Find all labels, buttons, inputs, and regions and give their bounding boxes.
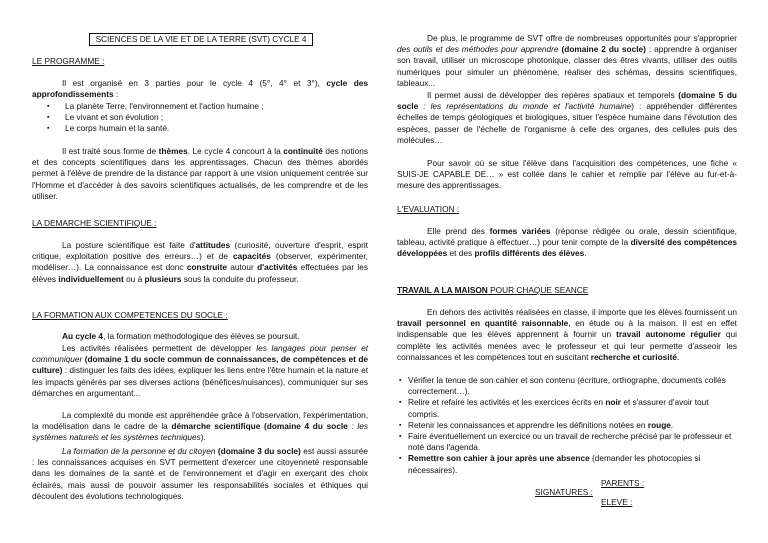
competences-paragraph-3: La complexité du monde est appréhendée grâce à l'observation, l'expérimentation, la modélisation dans le cadre de la démarche scientifique (domaine 4 du socle : les systèmes naturels et les systèmes techniques). bbox=[32, 410, 368, 443]
suis-je-capable-paragraph: Pour savoir où se situe l'élève dans l'acquisition des compétences, une fiche « SUIS-JE CAPABLE DE… » est collée dans le cahier et remplie par l'élève au fur-et-à-mesure des apprentissages. bbox=[397, 158, 737, 191]
list-item: ▪ Le vivant et son évolution ; bbox=[32, 112, 368, 123]
list-item: ▪ Vérifier la tenue de son cahier et son contenu (écriture, orthographe, documents collés correctement…). bbox=[397, 375, 737, 397]
evaluation-heading: L'EVALUATION : bbox=[397, 204, 460, 214]
travail-heading: TRAVAIL A LA MAISON POUR CHAQUE SEANCE bbox=[397, 285, 589, 295]
signatures-label: SIGNATURES : bbox=[535, 487, 593, 497]
document-title: SCIENCES DE LA VIE ET DE LA TERRE (SVT) CYCLE 4 bbox=[89, 33, 313, 46]
programme-heading: LE PROGRAMME : bbox=[32, 56, 105, 66]
parents-signature-label: PARENTS : bbox=[601, 478, 645, 488]
list-item: ▪ Retenir les connaissances et apprendre les définitions notées en rouge. bbox=[397, 420, 737, 431]
demarche-paragraph: La posture scientifique est faite d'attitudes (curiosité, ouverture d'esprit, esprit critique, exploitation positive des erreurs…) et de capacités (observer, expérimenter, modéliser…). La connaissance est donc construite autour d'activités effectuées par les élèves individuellement ou à plusieurs sous la conduite du professeur. bbox=[32, 240, 368, 284]
list-item: ▪ Faire éventuellement un exercice ou un travail de recherche précisé par le professeur et noté dans l'agenda. bbox=[397, 431, 737, 453]
evaluation-paragraph: Elle prend des formes variées (réponse rédigée ou orale, dessin scientifique, tableau, activité pratique à effectuer…) pour tenir compte de la diversité des compétences développées et des profils différents des élèves. bbox=[397, 226, 737, 259]
eleve-signature-label: ELEVE : bbox=[601, 497, 633, 507]
competences-paragraph-2: Les activités réalisées permettent de développer les langages pour penser et communiquer (domaine 1 du socle commun de connaissances, de compétences et de culture) : distinguer les faits des idées, expliquer les liens entre l'être humain et la nature et les impacts générés par ses diverses actions (bénéfices/nuisances), communiquer sur ses démarches en argumentant... bbox=[32, 343, 369, 398]
programme-parts-list bbox=[32, 101, 368, 135]
demarche-heading: LA DEMARCHE SCIENTIFIQUE : bbox=[32, 218, 157, 228]
competences-paragraph-4: La formation de la personne et du citoyen (domaine 3 du socle) est aussi assurée : les connaissances acquises en SVT permettent d'exercer une citoyenneté responsable dans les domaines de la santé et de l'environnement et d'agir en exerçant des choix éclairés, mais aussi de pouvoir assumer les responsabilités sociales et éthiques qui découlent des évolutions technologiques. bbox=[32, 446, 368, 501]
list-item: ▪ Remettre son cahier à jour après une absence (demander les photocopies si nécessaires). bbox=[397, 453, 737, 475]
programme-themes-paragraph: Il est traité sous forme de thèmes. Le cycle 4 concourt à la continuité des notions et des concepts scientifiques dans les apprentissages. Chacun des thèmes abordés permet à l'élève de prendre de la distance par rapport à une vision uniquement centrée sur l'Homme et d'accéder à des savoirs scientifiques actualisés, de les comprendre et de les utiliser. bbox=[32, 146, 368, 201]
outils-paragraph: De plus, le programme de SVT offre de nombreuses opportunités pour s'approprier des outils et des méthodes pour apprendre (domaine 2 du socle) : apprendre à organiser son travail, utiliser un microscope photonique, classer des êtres vivants, utiliser des outils numériques pour simuler un phénomène, réaliser des schémas, dessins scientifiques, tableaux... bbox=[397, 33, 737, 88]
travail-tasks-list bbox=[397, 375, 737, 476]
list-item: ▪ Relire et refaire les activités et les exercices écrits en noir et s'assurer d'avoir tout compris. bbox=[397, 397, 737, 419]
reperes-paragraph: Il permet aussi de développer des repères spatiaux et temporels (domaine 5 du socle : les représentations du monde et l'activité humaine) : appréhender différentes échelles de temps géologiques et biologiques, situer l'espèce humaine dans l'évolution des espèces, passer de l'échelle de l'organisme à celle des organes, des cellules puis des molécules… bbox=[397, 90, 737, 145]
list-item: ▪ La planète Terre, l'environnement et l'action humaine ; bbox=[32, 101, 368, 112]
competences-heading: LA FORMATION AUX COMPETENCES DU SOCLE : bbox=[32, 310, 228, 320]
list-item: ▪ Le corps humain et la santé. bbox=[32, 123, 368, 134]
competences-paragraph-1: Au cycle 4, la formation méthodologique des élèves se poursuit. bbox=[62, 331, 300, 341]
programme-intro: Il est organisé en 3 parties pour le cycle 4 (5°, 4° et 3°), cycle des approfondissements : bbox=[32, 78, 368, 100]
travail-paragraph: En dehors des activités réalisées en classe, il importe que les élèves fournissent un travail personnel en quantité raisonnable, en étude ou à la maison. Il est en effet indispensable que les élèves apprennent à fournir un travail autonome régulier qui complète les activités menées avec le professeur et qui leur permette d'asseoir les connaissances et les compétences tout en suscitant recherche et curiosité. bbox=[397, 307, 737, 362]
